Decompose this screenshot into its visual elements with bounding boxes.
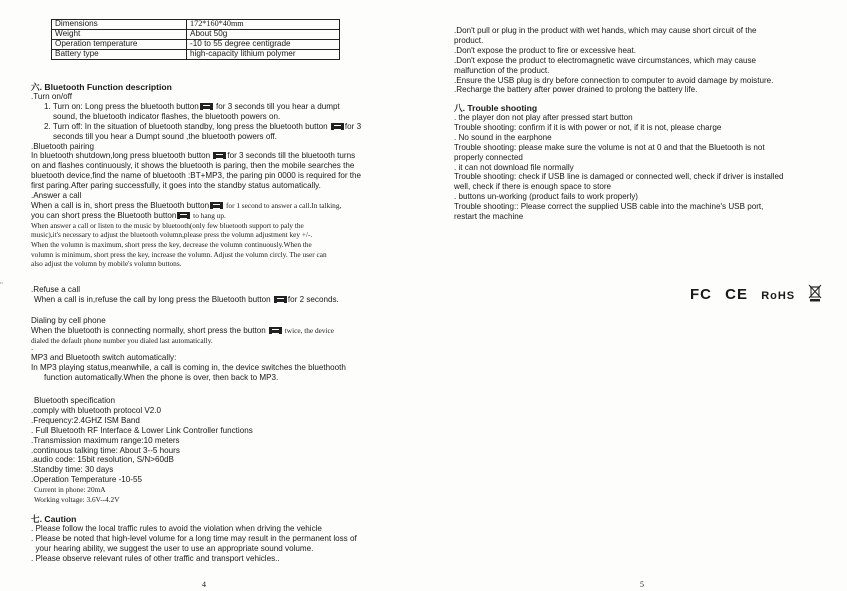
spec-value: About 50g xyxy=(187,30,340,40)
text: you can short press the Bluetooth button xyxy=(31,210,177,220)
list-item: . Please follow the local traffic rules to avoid the violation when driving the vehicle xyxy=(31,524,322,533)
subheading: .Bluetooth pairing xyxy=(31,141,94,151)
table-row xyxy=(52,20,340,30)
text: function automatically.When the phone is over, then back to MP3. xyxy=(44,372,279,382)
subheading: .Refuse a call xyxy=(31,285,81,294)
list-item: . Please observe relevant rules of other traffic and transport vehicles.. xyxy=(31,553,280,563)
text: on and flashes continuously, it shows the bluetooth is paring, then the mobile searches the xyxy=(31,161,355,171)
spec-value: 172*160*40mm xyxy=(187,20,340,30)
list-item: Trouble shooting:: Please correct the supplied USB cable into the machine's USB port, xyxy=(454,202,764,212)
list-item: . Full Bluetooth RF Interface & Lower Link Controller functions xyxy=(31,425,253,435)
weee-bin-icon xyxy=(808,284,822,302)
paragraph xyxy=(31,363,411,383)
list-item: .comply with bluetooth protocol V2.0 xyxy=(31,405,162,415)
text: twice, the device xyxy=(282,325,335,335)
bluetooth-section xyxy=(31,82,411,269)
list-item: Current in phone: 20mA xyxy=(34,485,106,495)
list-item: .audio code: 15bit resolution, S/N>60dB xyxy=(31,455,174,465)
spec-value: -10 to 55 degree centigrade xyxy=(187,40,340,50)
text: When answer a call or listen to the music by bluetooth(only few bluetooth support to paly the xyxy=(31,220,304,230)
list-item: .Operation Temperature -10-55 xyxy=(31,475,142,485)
bluetooth-button-icon xyxy=(200,103,213,110)
text: In bluetooth shutdown,long press bluetooth button xyxy=(31,151,213,161)
list-item: .Ensure the USB plug is dry before connection to computer to avoid damage by moisture. xyxy=(454,75,774,85)
list-item: .Don't expose the product to electromagnetic wave circumstances, which may cause xyxy=(454,55,757,65)
text: dialed the default phone number you dialed last automatically. xyxy=(31,335,213,345)
spec-key: Weight xyxy=(52,30,187,40)
mp3-section xyxy=(31,343,411,383)
safety-section xyxy=(454,26,839,95)
list-item: .Frequency:2.4GHZ ISM Band xyxy=(31,415,140,425)
text: In MP3 playing status,meanwhile, a call is coming in, the device switches the bluethooth xyxy=(31,362,346,372)
ce-mark-icon: CE xyxy=(725,286,749,303)
spec-section xyxy=(31,396,411,505)
text: 1. Turn on: Long press the bluetooth button xyxy=(44,101,199,111)
list-item: well, check if there is enough space to store xyxy=(454,182,612,192)
paragraph xyxy=(31,295,411,305)
bluetooth-button-icon xyxy=(331,123,344,130)
spec-value: high-capacity lithium polymer xyxy=(187,50,340,60)
list-item: . the player don not play after pressed start button xyxy=(454,113,633,122)
section-heading: 七. Caution xyxy=(31,514,77,524)
spec-key: Battery type xyxy=(52,50,187,60)
list-item: Working voltage: 3.6V--4.2V xyxy=(34,495,120,505)
list-item: Trouble shooting: check if USB line is damaged or connected well, check if driver is installed xyxy=(454,172,784,182)
paragraph xyxy=(31,102,411,122)
subheading: MP3 and Bluetooth switch automatically: xyxy=(31,352,177,362)
text: sound, the bluetooth indicator flashes, the bluetooth powers on. xyxy=(53,111,281,121)
list-item: .continuous talking time: About 3--5 hours xyxy=(31,445,180,455)
bluetooth-button-icon xyxy=(210,202,223,209)
bluetooth-button-icon xyxy=(274,296,287,303)
rohs-mark-icon: RoHS xyxy=(761,290,796,302)
bluetooth-button-icon xyxy=(213,152,226,159)
list-item: restart the machine xyxy=(454,212,524,222)
section-heading: 八. Trouble shooting xyxy=(454,103,538,113)
text: 2. Turn off: In the situation of bluetooth standby, long press the bluetooth button xyxy=(44,121,330,131)
certification-marks xyxy=(690,284,822,303)
text: for 2 seconds. xyxy=(287,294,339,304)
list-item: .Don't expose the product to fire or excessive heat. xyxy=(454,45,636,55)
page-number: 5 xyxy=(640,580,644,589)
bluetooth-button-icon xyxy=(269,327,282,334)
subheading: .Turn on/off xyxy=(31,92,72,101)
list-item: . it can not download file normally xyxy=(454,162,574,172)
spec-table xyxy=(51,19,340,60)
list-item: .Standby time: 30 days xyxy=(31,465,114,475)
margin-mark: " xyxy=(0,281,3,290)
text: . xyxy=(31,343,34,352)
list-item: Trouble shooting: please make sure the volume is not at 0 and that the Bluetooth is not xyxy=(454,142,765,152)
table-row xyxy=(52,40,340,50)
list-item: properly connected xyxy=(454,152,523,162)
text: bluetooth device,find the name of bluetooth :BT+MP3, the paring pin 0000 is required for the xyxy=(31,171,362,181)
text: When a call is in, short press the Bluetooth button xyxy=(31,200,210,210)
list-item: . No sound in the earphone xyxy=(454,132,552,142)
paragraph xyxy=(31,201,411,221)
text: volumn is minimum, short press the key, increase the volumn. Adjust the volumn circly. The user can xyxy=(31,249,327,259)
text: for 3 seconds till the bluetooth turns xyxy=(227,151,356,161)
text: for 1 second to answer a call.In talking, xyxy=(224,200,342,210)
caution-section xyxy=(31,514,416,564)
subheading: Dialing by cell phone xyxy=(31,316,106,325)
left-page xyxy=(0,0,423,591)
section-heading: 六. Bluetooth Function description xyxy=(31,82,172,92)
subheading: Bluetooth specification xyxy=(34,396,115,405)
page-number: 4 xyxy=(202,580,206,589)
text: first paring.After paring successfully, it goes into the standby status automatically. xyxy=(31,181,321,191)
table-row xyxy=(52,50,340,60)
list-item: . Please be noted that high-level volume for a long time may result in the permanent loss of xyxy=(31,533,357,543)
table-row xyxy=(52,30,340,40)
list-item: .Transmission maximum range:10 meters xyxy=(31,435,180,445)
spec-key: Dimensions xyxy=(52,20,187,30)
list-item: your hearing ability, we suggest the user to use an appropriate sound volume. xyxy=(31,543,314,553)
text: also adjust the volumn by mobile's volumn buttons. xyxy=(31,259,182,269)
refuse-section xyxy=(31,285,411,305)
paragraph xyxy=(31,122,411,142)
subheading: .Answer a call xyxy=(31,191,82,201)
paragraph xyxy=(31,151,411,191)
text: seconds till you hear a Dumpt sound ,the bluetooth powers off. xyxy=(53,131,277,141)
list-item: malfunction of the product. xyxy=(454,65,550,75)
fc-mark-icon: FC xyxy=(690,286,712,303)
text: for 3 seconds till you hear a dumpt xyxy=(213,101,340,111)
text: for 3 xyxy=(344,121,362,131)
spec-key: Operation temperature xyxy=(52,40,187,50)
list-item: .Recharge the battery after power drained to prolong the battery life. xyxy=(454,85,698,95)
text: music),it's necessary to adjust the bluetooth volumn,please press the volumn adjustment key +/-. xyxy=(31,230,313,240)
list-item: . buttons un-working (product fails to work properly) xyxy=(454,192,638,202)
trouble-section xyxy=(454,103,839,222)
paragraph xyxy=(31,221,411,269)
text: When the bluetooth is connecting normally, short press the button xyxy=(31,325,268,335)
text: to hang up. xyxy=(191,210,226,220)
bluetooth-button-icon xyxy=(177,212,190,219)
list-item: product. xyxy=(454,35,484,45)
dial-section xyxy=(31,316,411,346)
list-item: Trouble shooting: confirm if it is with power or not, if it is not, please charge xyxy=(454,122,722,132)
text: When a call is in,refuse the call by long press the Bluetooth button xyxy=(34,294,273,304)
text: When the volumn is maximum, short press the key, decrease the volumn continuously.When the xyxy=(31,239,312,249)
right-page xyxy=(424,0,847,591)
list-item: .Don't pull or plug in the product with wet hands, which may cause short circuit of the xyxy=(454,26,757,35)
